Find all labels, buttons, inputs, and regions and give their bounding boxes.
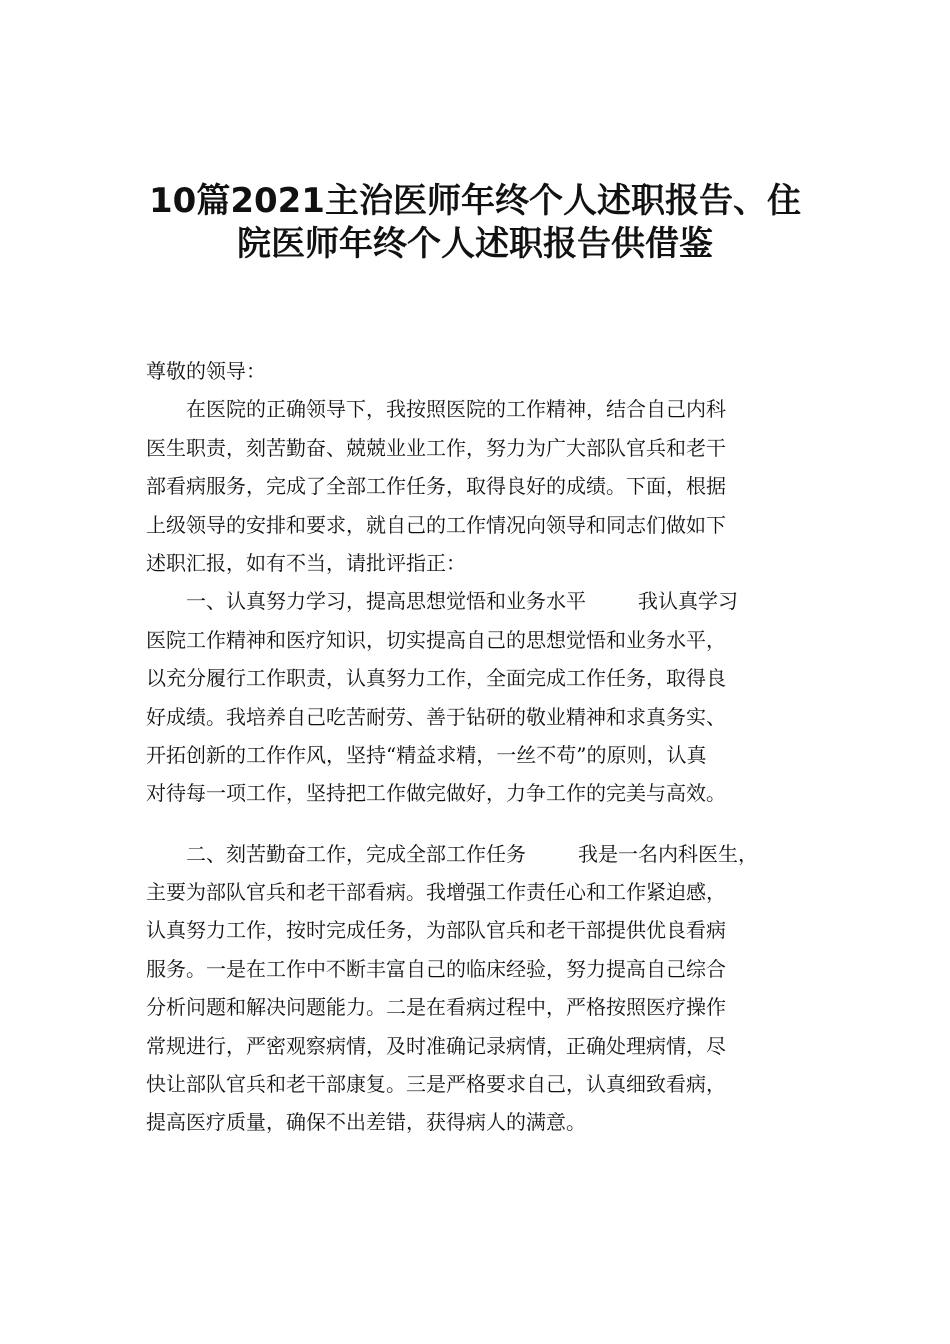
paragraph-line: 以充分履行工作职责，认真努力工作，全面完成工作任务，取得良 bbox=[146, 666, 726, 691]
paragraph-line: 分析问题和解决问题能力。二是在看病过程中，严格按照医疗操作 bbox=[146, 995, 726, 1020]
paragraph-line: 在医院的正确领导下，我按照医院的工作精神，结合自己内科 bbox=[186, 397, 726, 422]
paragraph-line: 开拓创新的工作作风，坚持“精益求精，一丝不苟”的原则，认真 bbox=[146, 742, 707, 767]
section-heading-line bbox=[146, 582, 816, 620]
paragraph-line: 医院工作精神和医疗知识，切实提高自己的思想觉悟和业务水平， bbox=[146, 627, 726, 652]
section-heading-line bbox=[146, 835, 816, 873]
paragraph-line: 提高医疗质量，确保不出差错，获得病人的满意。 bbox=[146, 1110, 586, 1135]
paragraph-line: 部看病服务，完成了全部工作任务，取得良好的成绩。下面，根据 bbox=[146, 474, 726, 499]
title-line: 10篇2021主治医师年终个人述职报告、住 bbox=[149, 181, 801, 221]
section-text: 我是一名内科医生， bbox=[578, 841, 758, 866]
paragraph-line: 医生职责，刻苦勤奋、兢兢业业工作，努力为广大部队官兵和老干 bbox=[146, 435, 726, 460]
paragraph-line: 服务。一是在工作中不断丰富自己的临床经验，努力提高自己综合 bbox=[146, 956, 726, 981]
paragraph-line: 主要为部队官兵和老干部看病。我增强工作责任心和工作紧迫感， bbox=[146, 880, 726, 905]
paragraph-line: 上级领导的安排和要求，就自己的工作情况向领导和同志们做如下 bbox=[146, 512, 726, 537]
document-body bbox=[146, 352, 816, 1142]
title-line: 院医师年终个人述职报告供借鉴 bbox=[237, 224, 713, 264]
document-title bbox=[120, 180, 830, 266]
paragraph-line: 好成绩。我培养自己吃苦耐劳、善于钻研的敬业精神和求真务实、 bbox=[146, 704, 726, 729]
paragraph-line: 对待每一项工作，坚持把工作做完做好，力争工作的完美与高效。 bbox=[146, 781, 726, 806]
paragraph-line: 常规进行，严密观察病情，及时准确记录病情，正确处理病情，尽 bbox=[146, 1033, 726, 1058]
section-text: 我认真学习 bbox=[638, 589, 738, 614]
section-heading: 一、认真努力学习，提高思想觉悟和业务水平 bbox=[186, 589, 586, 614]
section-two bbox=[146, 835, 816, 1142]
paragraph-line: 认真努力工作，按时完成任务，为部队官兵和老干部提供优良看病 bbox=[146, 918, 726, 943]
paragraph-line: 述职汇报，如有不当，请批评指正： bbox=[146, 550, 466, 575]
section-one bbox=[146, 582, 816, 812]
section-heading: 二、刻苦勤奋工作，完成全部工作任务 bbox=[186, 841, 526, 866]
salutation: 尊敬的领导： bbox=[146, 359, 266, 383]
paragraph-gap bbox=[146, 813, 816, 835]
paragraph-intro bbox=[146, 390, 816, 582]
paragraph-line: 快让部队官兵和老干部康复。三是严格要求自己，认真细致看病， bbox=[146, 1072, 726, 1097]
